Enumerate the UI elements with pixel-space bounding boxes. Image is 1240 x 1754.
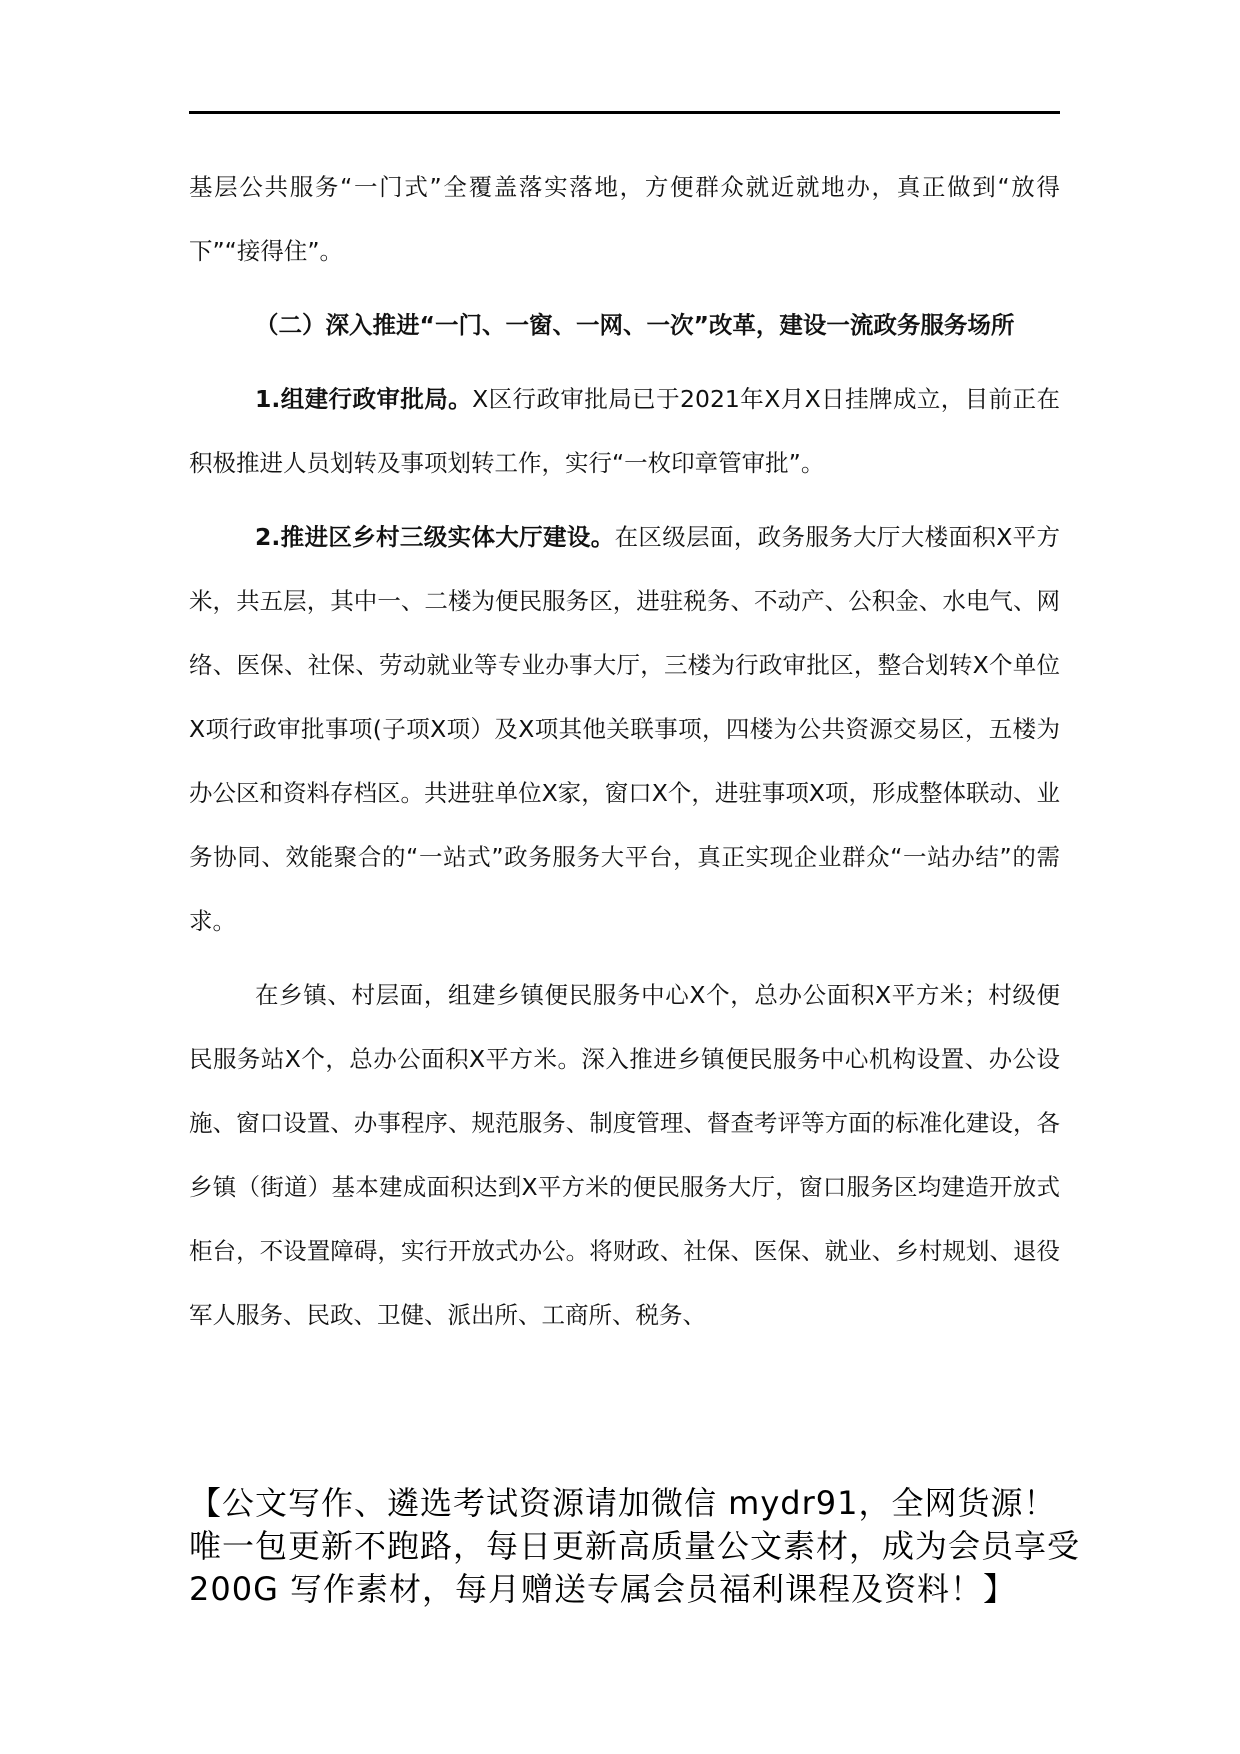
paragraph-item-2 bbox=[189, 505, 1060, 953]
section-heading: （二）深入推进“一门、一窗、一网、一次”改革，建设一流政务服务场所 bbox=[255, 311, 1015, 339]
promo-banner bbox=[189, 1482, 1089, 1611]
promo-text: 【公文写作、遴选考试资源请加微信 mydr91，全网货源！唯一包更新不跑路，每日更新高质量公文素材，成为会员享受 200G 写作素材，每月赠送专属会员福利课程及资料！】 bbox=[189, 1484, 1081, 1608]
paragraph-item-1 bbox=[189, 367, 1060, 495]
paragraph-town-village: 在乡镇、村层面，组建乡镇便民服务中心X个，总办公面积X平方米；村级便民服务站X个，总办公面积X平方米。深入推进乡镇便民服务中心机构设置、办公设施、窗口设置、办事程序、规范服务、制度管理、督查考评等方面的标准化建设，各乡镇（街道）基本建成面积达到X平方米的便民服务大厅，窗口服务区均建造开放式柜台，不设置障碍，实行开放式办公。将财政、社保、医保、就业、乡村规划、退役军人服务、民政、卫健、派出所、工商所、税务、 bbox=[189, 981, 1060, 1329]
item-1-body: X区行政审批局已于2021年X月X日挂牌成立，目前正在积极推进人员划转及事项划转工作，实行“一枚印章管审批”。 bbox=[189, 385, 1060, 477]
item-2-body: 在区级层面，政务服务大厅大楼面积X平方米，共五层，其中一、二楼为便民服务区，进驻税务、不动产、公积金、水电气、网络、医保、社保、劳动就业等专业办事大厅，三楼为行政审批区，整合划转X个单位X项行政审批事项(子项X项）及X项其他关联事项，四楼为公共资源交易区，五楼为办公区和资料存档区。共进驻单位X家，窗口X个，进驻事项X项，形成整体联动、业务协同、效能聚合的“一站式”政务服务大平台，真正实现企业群众“一站办结”的需求。 bbox=[189, 523, 1060, 935]
document-body bbox=[189, 155, 1060, 1347]
item-1-title: 1.组建行政审批局。 bbox=[255, 385, 473, 413]
header-rule bbox=[189, 111, 1060, 114]
item-2-title: 2.推进区乡村三级实体大厅建设。 bbox=[255, 523, 615, 551]
paragraph-continuation: 基层公共服务“一门式”全覆盖落实落地，方便群众就近就地办，真正做到“放得下”“接得住”。 bbox=[189, 173, 1060, 265]
